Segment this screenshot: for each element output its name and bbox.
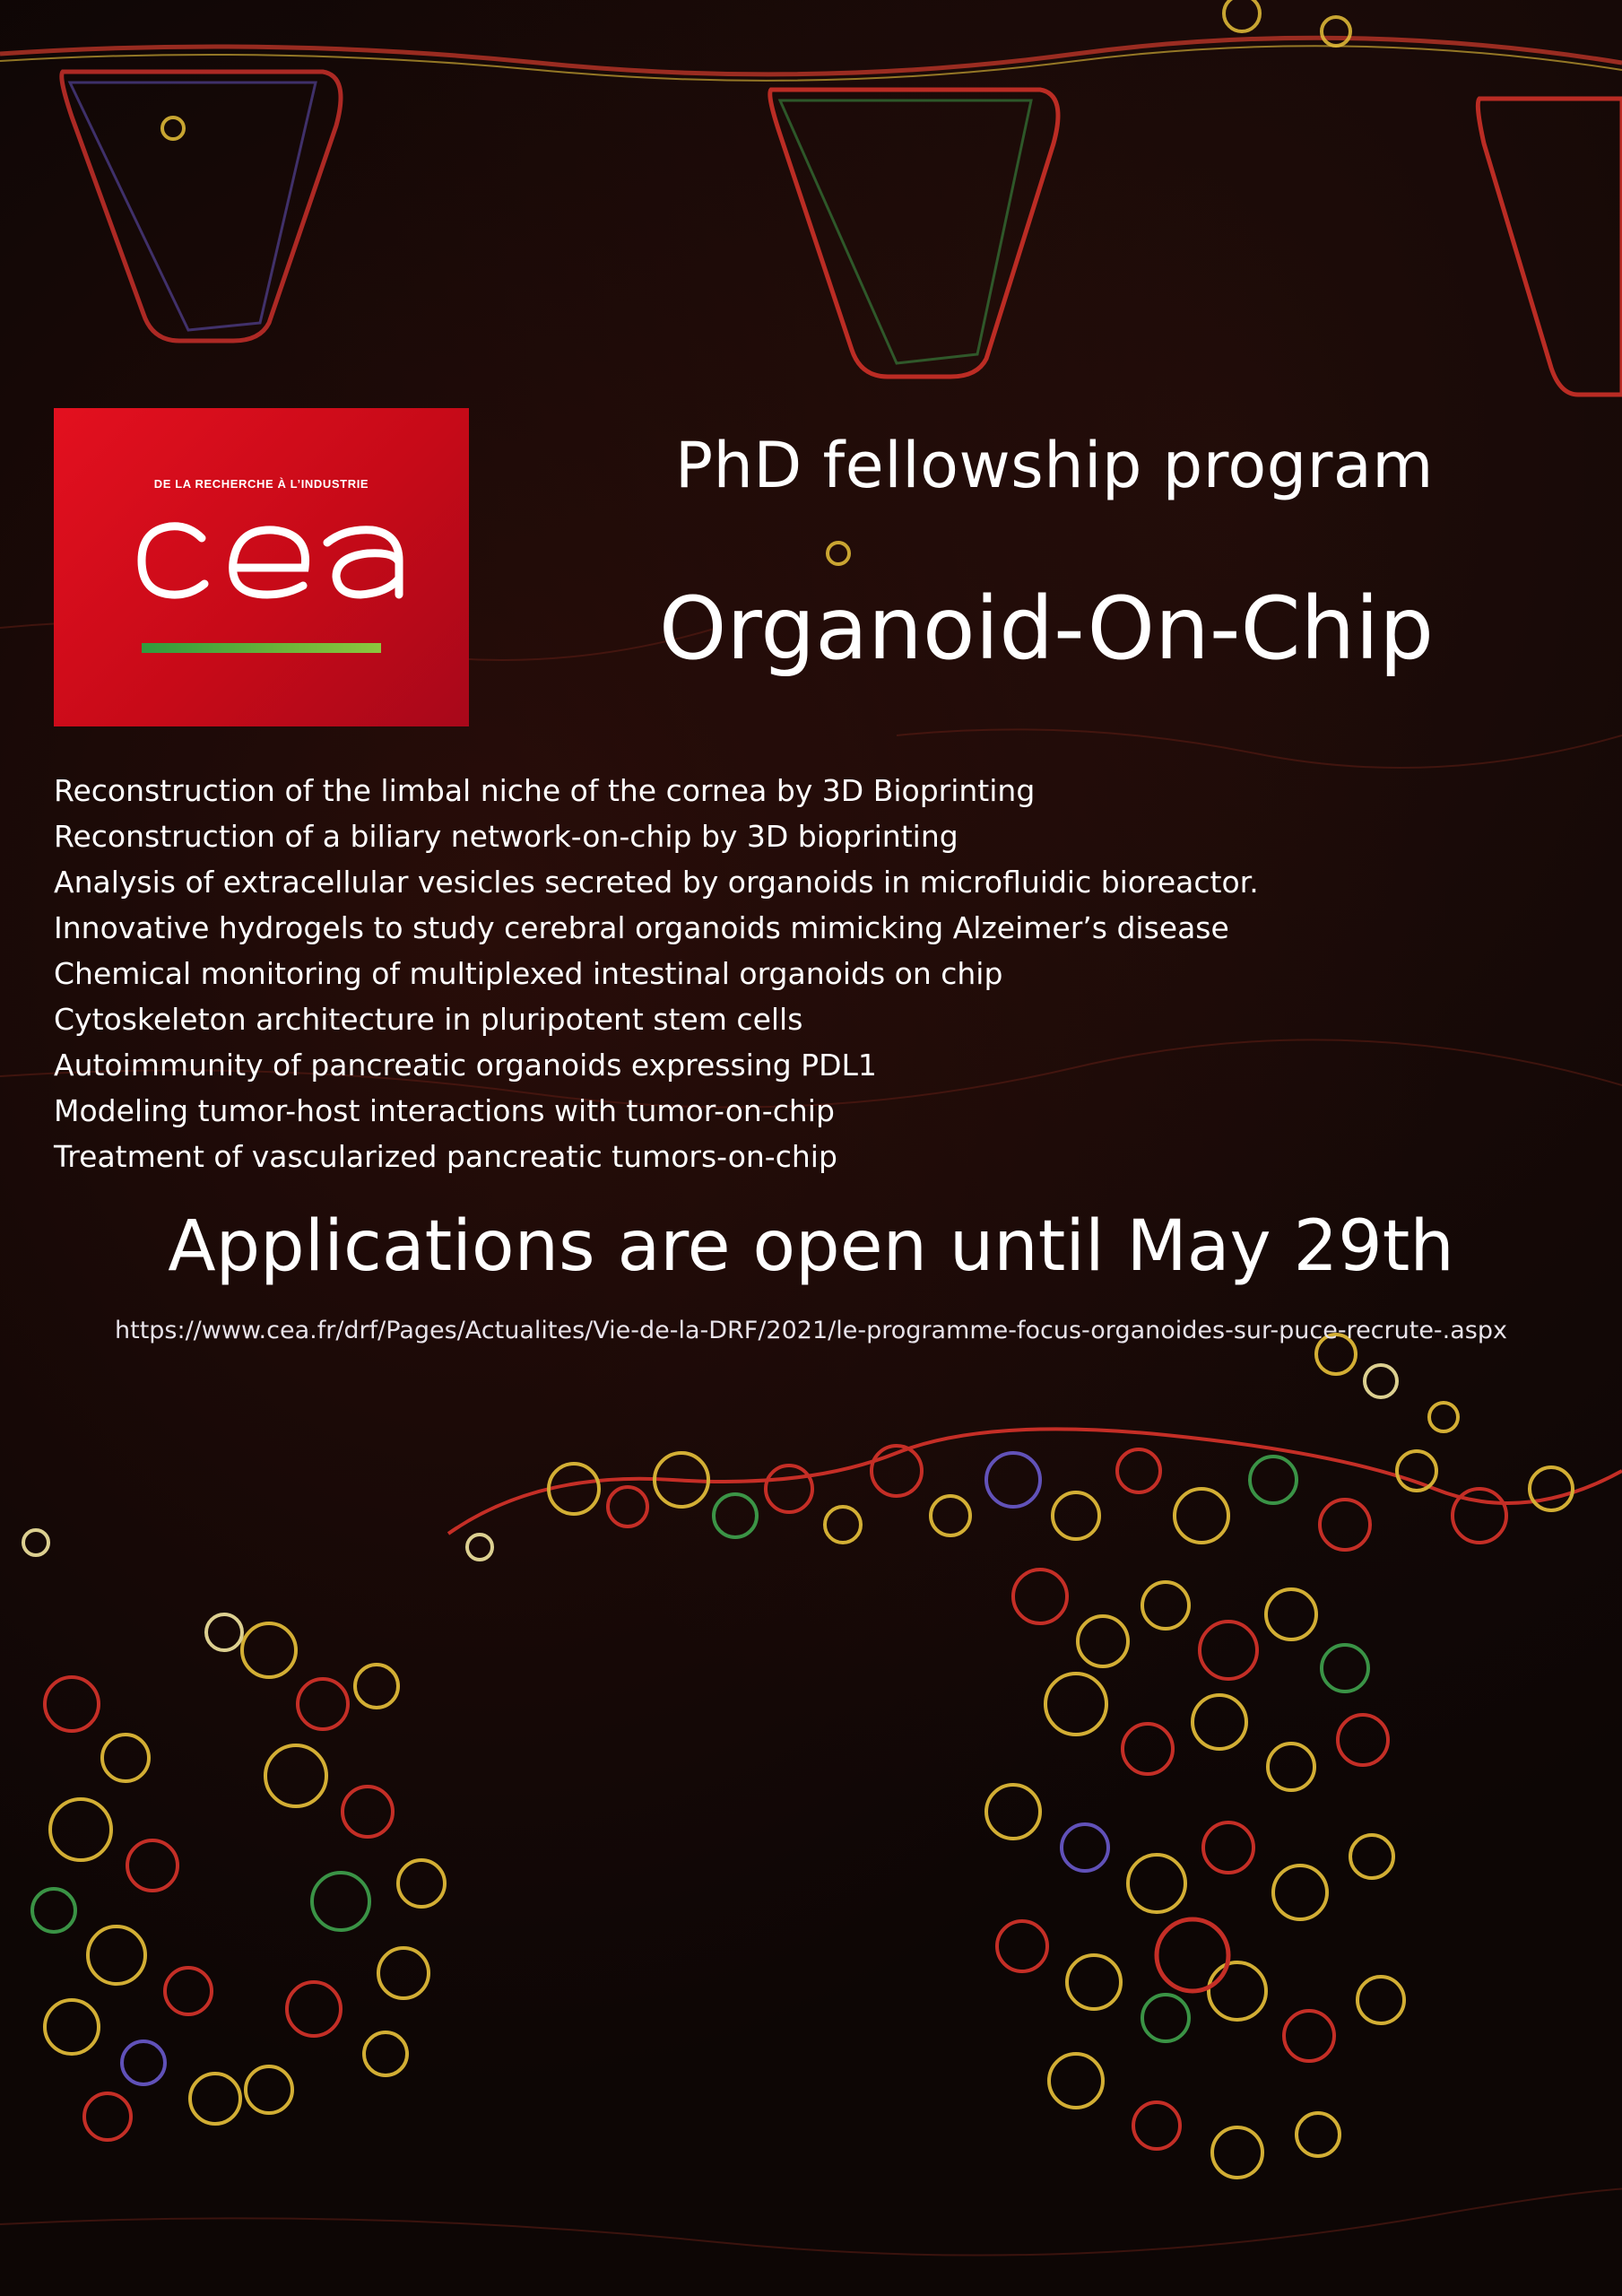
topic-list	[54, 768, 1259, 1179]
list-item: Analysis of extracellular vesicles secreted by organoids in microfluidic bioreactor.	[54, 865, 1259, 900]
list-item: Reconstruction of the limbal niche of the cornea by 3D Bioprinting	[54, 773, 1036, 808]
application-deadline: Applications are open until May 29th	[168, 1206, 1454, 1287]
logo-tagline: DE LA RECHERCHE À L’INDUSTRIE	[153, 477, 369, 491]
list-item: Innovative hydrogels to study cerebral organoids mimicking Alzeimer’s disease	[54, 910, 1229, 945]
logo-underline	[142, 643, 381, 653]
list-item: Chemical monitoring of multiplexed intestinal organoids on chip	[54, 956, 1003, 991]
list-item: Reconstruction of a biliary network-on-chip by 3D bioprinting	[54, 819, 958, 854]
list-item: Autoimmunity of pancreatic organoids expressing PDL1	[54, 1048, 877, 1083]
info-url-link[interactable]: https://www.cea.fr/drf/Pages/Actualites/Vie-de-la-DRF/2021/le-programme-focus-organoides-sur-puce-recrute-.aspx	[115, 1317, 1507, 1344]
list-item: Cytoskeleton architecture in pluripotent stem cells	[54, 1002, 803, 1037]
cea-wordmark-logo	[126, 507, 448, 614]
list-item: Modeling tumor-host interactions with tumor-on-chip	[54, 1093, 835, 1128]
program-title: Organoid-On-Chip	[658, 578, 1434, 679]
cea-logo	[54, 408, 469, 726]
program-subtitle: PhD fellowship program	[674, 429, 1434, 502]
list-item: Treatment of vascularized pancreatic tumors-on-chip	[54, 1139, 837, 1174]
